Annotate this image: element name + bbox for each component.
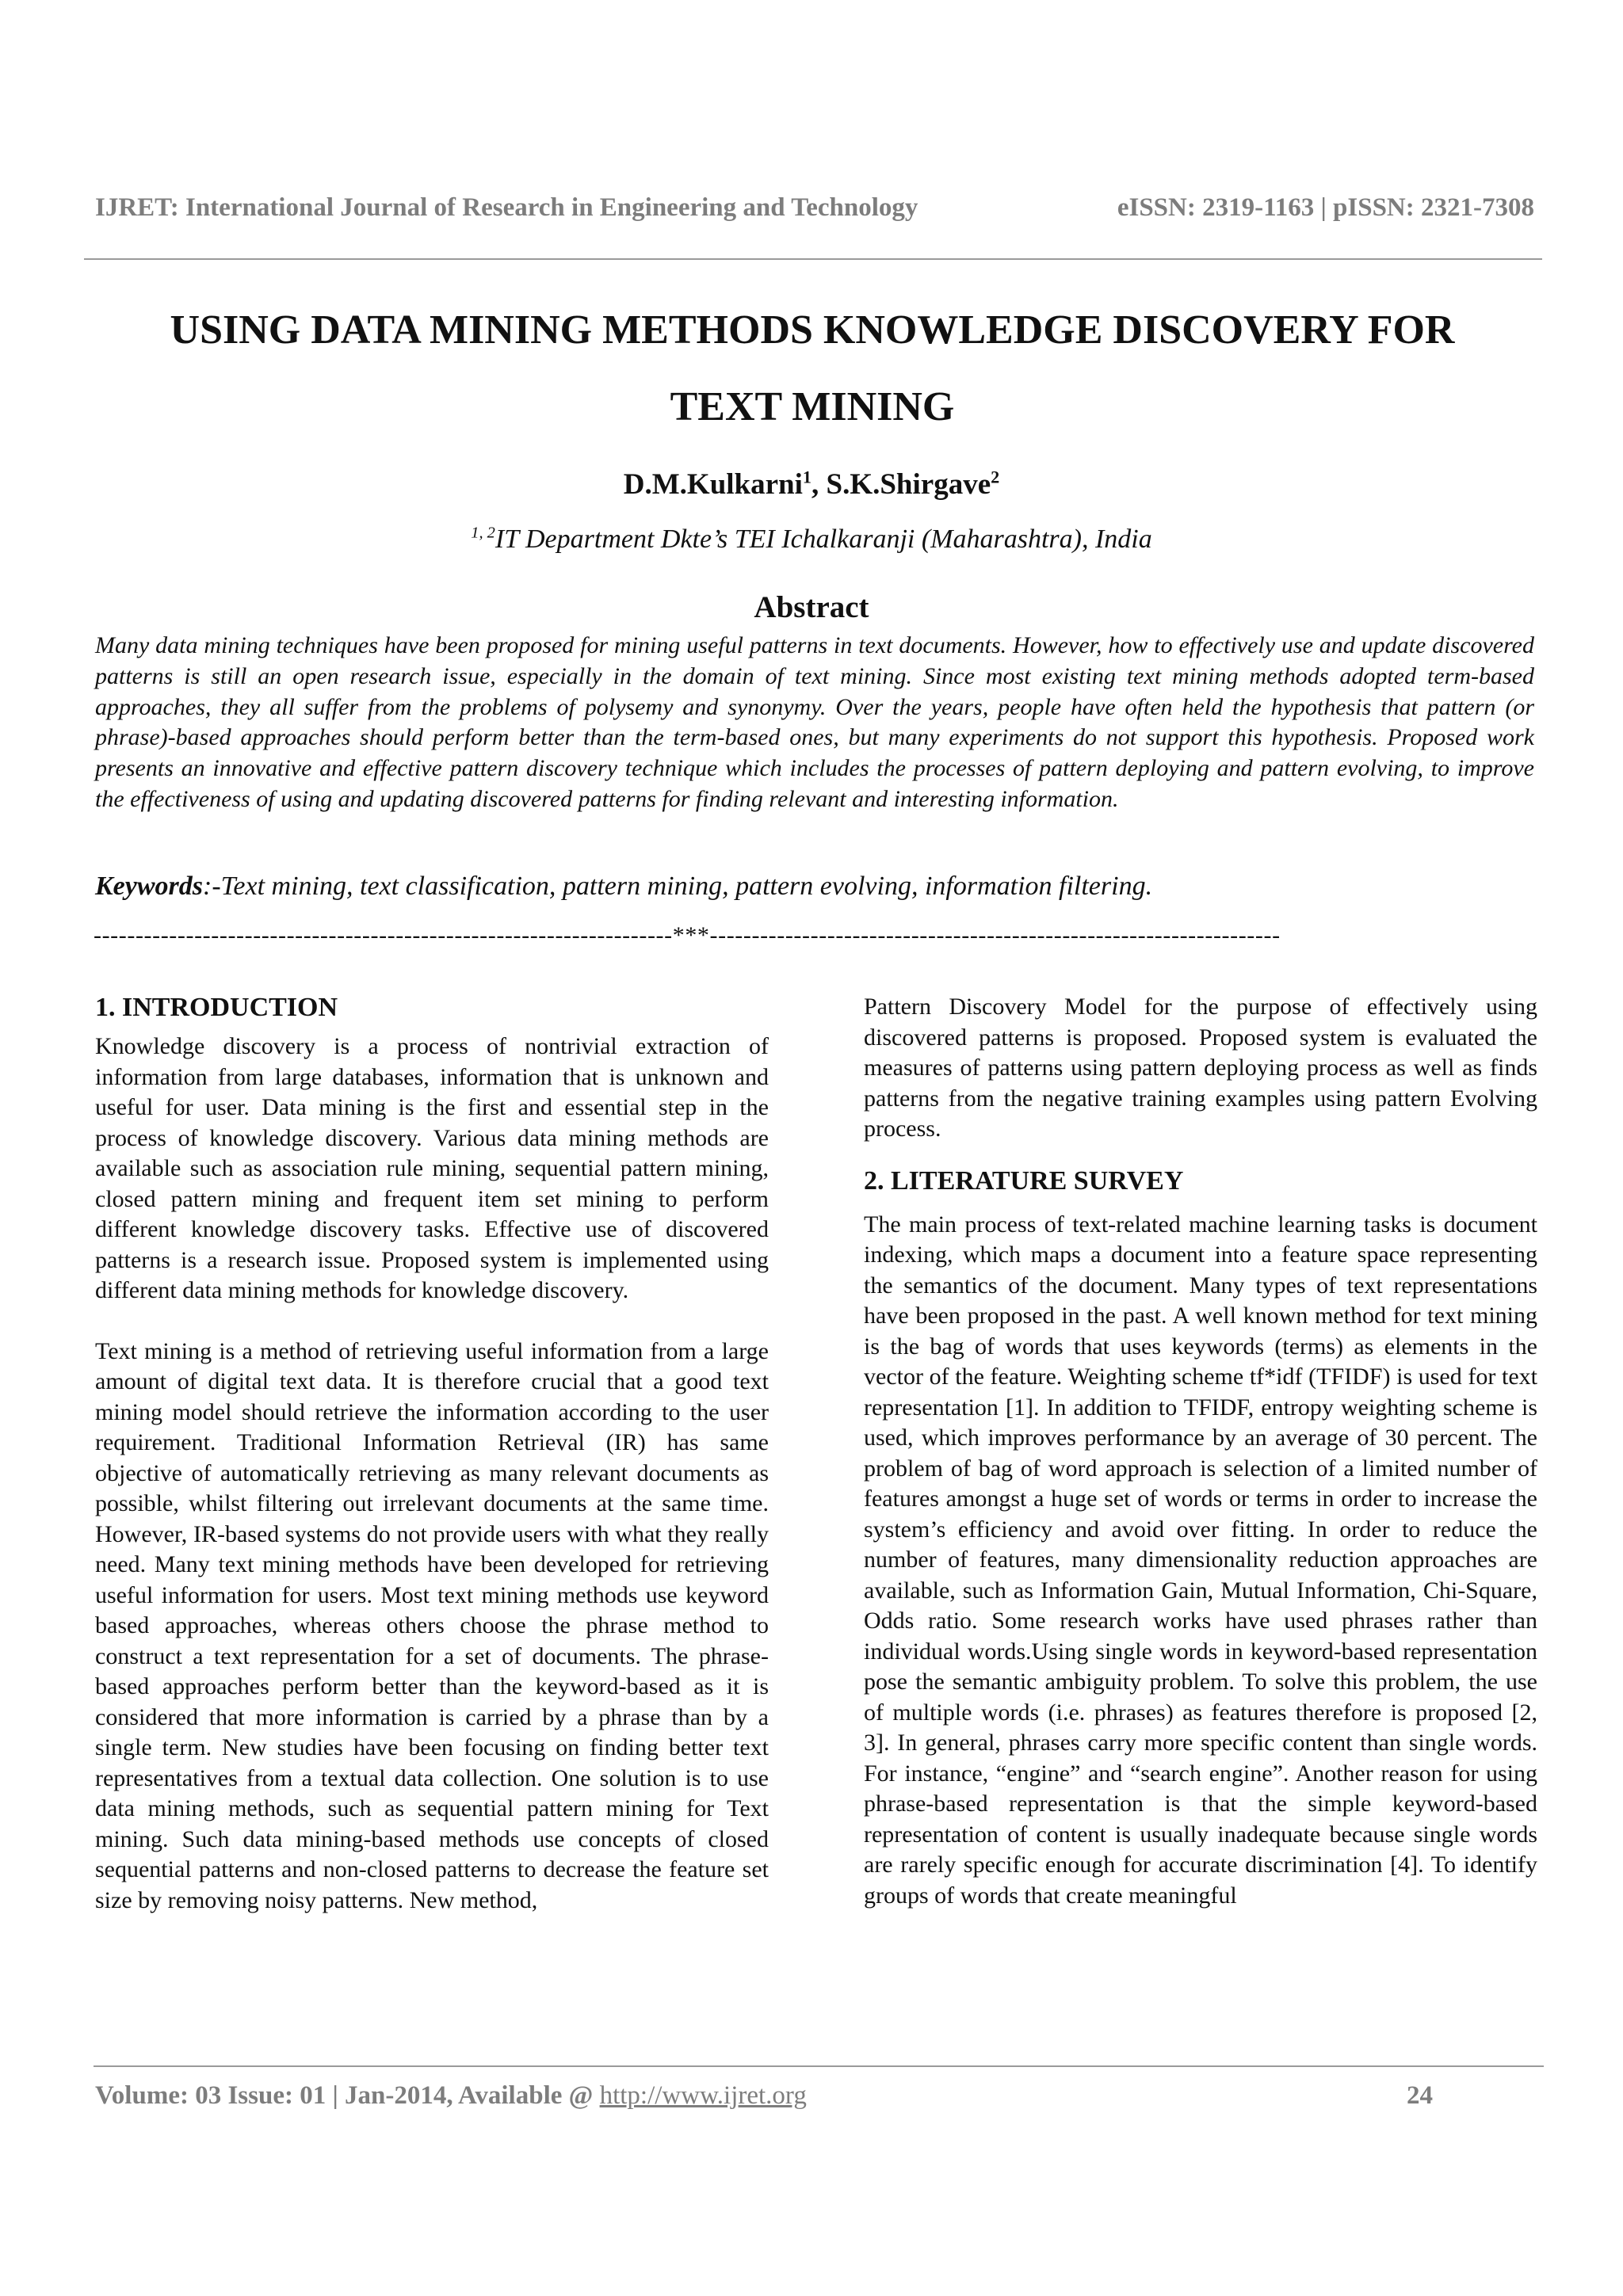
footer-rule bbox=[94, 2065, 1544, 2067]
author-1: D.M.Kulkarni bbox=[623, 468, 803, 501]
affiliation-marks: 1, 2 bbox=[471, 524, 495, 542]
author-separator: , bbox=[812, 468, 827, 501]
keywords-list: :-Text mining, text classification, pattern mining, pattern evolving, information filtering. bbox=[203, 871, 1153, 901]
title-line-1: USING DATA MINING METHODS KNOWLEDGE DISCOVERY FOR bbox=[170, 307, 1455, 353]
literature-paragraph: The main process of text-related machine learning tasks is document indexing, which maps a document into a feature space representing the semantics of the document. Many types of text representations have been proposed in the past. A well known method for text mining is the bag of words that uses keywords (terms) as elements in the vector of the feature. Weighting scheme tf*idf (TFIDF) is used for text representation [1]. In addition to TFIDF, entropy weighting scheme is used, which improves performance by an average of 30 percent. The problem of bag of word approach is selection of a limited number of features amongst a huge set of words or terms in order to increase the system’s efficiency and avoid over fitting. In order to reduce the number of features, many dimensionality reduction approaches are available, such as Information Gain, Mutual Information, Chi-Square, Odds ratio. Some research works have used phrases rather than individual words.Using single words in keyword-based representation pose the semantic ambiguity problem. To solve this problem, the use of multiple words (i.e. phrases) as features therefore is proposed [2, 3]. In general, phrases carry more specific content than single words. For instance, “engine” and “search engine”. Another reason for using phrase-based representation is that the simple keyword-based representation of content is usually inadequate because single words are rarely specific enough for accurate discrimination [4]. To identify groups of words that create meaningful bbox=[864, 1211, 1537, 1909]
author-2: S.K.Shirgave bbox=[826, 468, 991, 501]
running-footer bbox=[95, 2081, 1534, 2111]
journal-name: IJRET: International Journal of Research in Engineering and Technology bbox=[95, 193, 918, 222]
intro-paragraph-2: Text mining is a method of retrieving useful information from a large amount of digital text data. It is therefore crucial that a good text mining model should retrieve the information according to the user requirement. Traditional Information Retrieval (IR) has same objective of automatically retrieving as many relevant documents as possible, whilst filtering out irrelevant documents at the same time. However, IR-based systems do not provide users with what they really need. Many text mining methods have been developed for retrieving useful information for users. Most text mining methods use keyword based approaches, whereas others choose the phrase method to construct a text representation for a set of documents. The phrase-based approaches perform better than the keyword-based as it is considered that more information is carried by a phrase than by a single term. New studies have been focusing on finding better text representatives from a textual data collection. One solution is to use data mining methods, such as sequential pattern mining for Text mining. Such data mining-based methods use concepts of closed sequential patterns and non-closed patterns to decrease the feature set size by removing noisy patterns. New method, bbox=[95, 1337, 769, 1913]
title-line-2: TEXT MINING bbox=[670, 384, 955, 429]
paper-title bbox=[79, 292, 1545, 445]
keywords bbox=[95, 871, 1534, 902]
header-rule bbox=[84, 258, 1542, 260]
authors bbox=[0, 467, 1623, 502]
separator-line: ---------------------------------------------------------------------***-------------------------------------------------------------------- bbox=[94, 922, 1281, 948]
author-2-mark: 2 bbox=[991, 467, 1000, 487]
author-1-mark: 1 bbox=[802, 467, 812, 487]
right-column bbox=[864, 992, 1537, 1911]
keywords-label: Keywords bbox=[95, 871, 203, 901]
affiliation-text: IT Department Dkte’s TEI Ichalkaranji (Maharashtra), India bbox=[495, 524, 1152, 554]
abstract-text: Many data mining techniques have been proposed for mining useful patterns in text documents. However, how to effectively use and update discovered patterns is still an open research issue, especially in the domain of text mining. Since most existing text mining methods adopted term-based approaches, they all suffer from the problems of polysemy and synonymy. Over the years, people have often held the hypothesis that pattern (or phrase)-based approaches should perform better than the term-based ones, but many experiments do not support this hypothesis. Proposed work presents an innovative and effective pattern discovery technique which includes the processes of pattern deploying and pattern evolving, to improve the effectiveness of using and updating discovered patterns for finding relevant and interesting information. bbox=[95, 632, 1534, 812]
page-number: 24 bbox=[1407, 2081, 1433, 2110]
introduction-heading: 1. INTRODUCTION bbox=[95, 993, 338, 1022]
abstract-heading: Abstract bbox=[754, 590, 869, 624]
issn: eISSN: 2319-1163 | pISSN: 2321-7308 bbox=[1117, 193, 1534, 222]
journal-link[interactable]: http://www.ijret.org bbox=[599, 2081, 807, 2110]
literature-survey-heading: 2. LITERATURE SURVEY bbox=[864, 1165, 1184, 1196]
intro-continuation: Pattern Discovery Model for the purpose of effectively using discovered patterns is proposed. Proposed system is evaluated the measures of patterns using pattern deploying process as well as finds patterns from the negative training examples using pattern Evolving process. bbox=[864, 994, 1537, 1142]
volume-info: Volume: 03 Issue: 01 | Jan-2014, Available @ bbox=[95, 2081, 600, 2110]
affiliation bbox=[0, 524, 1623, 555]
intro-paragraph-1: Knowledge discovery is a process of nontrivial extraction of information from large databases, information that is unknown and useful for user. Data mining is the first and essential step in the process of knowledge discovery. Various data mining methods are available such as association rule mining, sequential pattern mining, closed pattern mining and frequent item set mining to perform different knowledge discovery tasks. Effective use of discovered patterns is a research issue. Proposed system is implemented using different data mining methods for knowledge discovery. bbox=[95, 1033, 769, 1303]
left-column bbox=[95, 992, 769, 1916]
